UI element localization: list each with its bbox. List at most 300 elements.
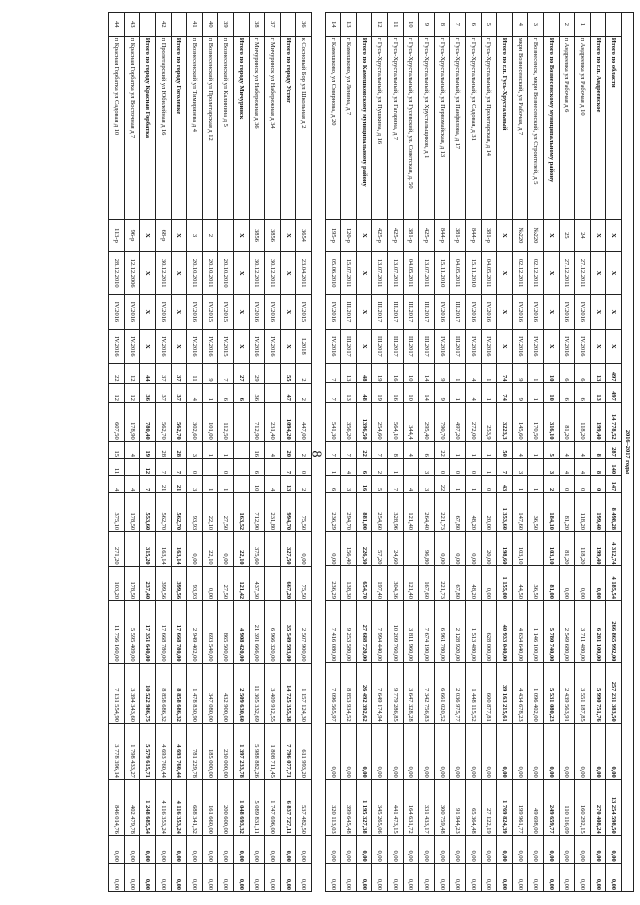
row-number: [171, 13, 187, 37]
table-cell: [234, 441, 250, 458]
table-cell: X: [280, 295, 296, 329]
table-cell: 28.12.2010: [109, 252, 125, 295]
row-address: п Пролетарский ул Юбилейная д 16: [156, 36, 172, 219]
table-cell: [265, 383, 281, 402]
table-cell: 0,00: [559, 566, 575, 600]
table-cell: 27.12.2011: [575, 252, 591, 295]
row-number: 43: [124, 13, 140, 37]
table-cell: 3: [341, 476, 357, 493]
table-cell: IV.2016: [109, 295, 125, 329]
table-cell: 4: [575, 458, 591, 475]
table-cell: IV.2016: [512, 329, 528, 363]
table-cell: 15.07.2011: [341, 252, 357, 295]
table-cell: 3856: [249, 219, 265, 251]
table-cell: 28: [156, 441, 172, 458]
table-cell: 198,60: [497, 532, 513, 566]
table-cell: 81,00: [544, 566, 560, 600]
table-row: [356, 13, 372, 892]
table-cell: X: [544, 329, 560, 363]
table-cell: 607,50: [109, 402, 125, 441]
table-cell: 0,00: [156, 835, 172, 863]
table-cell: 29: [249, 364, 265, 383]
table-cell: 628 000,00: [481, 600, 497, 662]
table-cell: 27 688 720,00: [356, 600, 372, 662]
table-cell: III.2017: [450, 329, 466, 363]
table-cell: 36: [140, 383, 156, 402]
table-cell: 30.12.2011: [265, 252, 281, 295]
table-cell: 345 265,06: [372, 779, 388, 835]
table-cell: 5 089 831,11: [249, 779, 265, 835]
table-cell: 2: [296, 364, 312, 383]
table-row: [124, 13, 140, 892]
table-cell: 844-р: [466, 219, 482, 251]
row-address: п Андреевка ул Рабочая д 6: [559, 36, 575, 219]
table-cell: 199,40: [590, 493, 606, 532]
table-cell: IV.2016: [481, 295, 497, 329]
table-cell: 0,00: [481, 835, 497, 863]
table-cell: 302,60: [187, 402, 203, 441]
table-row: [265, 13, 281, 892]
table-cell: 40 933 040,00: [497, 600, 513, 662]
table-cell: 447,00: [296, 402, 312, 441]
table-cell: 0: [466, 458, 482, 475]
table-cell: 8 498,28: [606, 493, 622, 532]
table-cell: 13.07.2011: [372, 252, 388, 295]
table-cell: 74: [497, 383, 513, 402]
table-cell: 327,50: [280, 532, 296, 566]
table-cell: 497: [606, 383, 622, 402]
table-cell: 844-р: [434, 219, 450, 251]
table-cell: 0,00: [466, 863, 482, 891]
table-cell: 67,80: [450, 493, 466, 532]
table-cell: [403, 458, 419, 475]
table-cell: 75,50: [296, 493, 312, 532]
row-number: 36: [296, 13, 312, 37]
table-cell: 27,50: [218, 493, 234, 532]
table-cell: 375,60: [249, 532, 265, 566]
row-address: г Гусь-Хрустальный, ул Панфилова, д 17: [450, 36, 466, 219]
table-cell: 2: [296, 476, 312, 493]
table-cell: 0,00: [171, 863, 187, 891]
table-cell: 0,00: [187, 863, 203, 891]
table-cell: 425-р: [419, 219, 435, 251]
table-cell: 2: [296, 441, 312, 458]
table-cell: 0,00: [434, 723, 450, 779]
table-cell: 1 808 711,45: [265, 723, 281, 779]
table-cell: 0,00: [249, 863, 265, 891]
table-cell: 846 014,76: [109, 779, 125, 835]
table-cell: 1 478 830,90: [187, 663, 203, 723]
table-cell: X: [140, 295, 156, 329]
table-cell: 0: [575, 476, 591, 493]
table-cell: 0: [590, 476, 606, 493]
table-cell: 0: [481, 476, 497, 493]
table-cell: 5: [372, 476, 388, 493]
row-number: [590, 13, 606, 37]
table-cell: 1: [388, 458, 404, 475]
table-cell: 7 416 080,00: [325, 600, 341, 662]
table-cell: 994,70: [280, 493, 296, 532]
table-cell: 221,73: [434, 566, 450, 600]
table-cell: 2 128 920,00: [450, 600, 466, 662]
table-cell: IV.2016: [187, 295, 203, 329]
table-cell: 0,00: [140, 863, 156, 891]
table-cell: 8 858 686,32: [171, 663, 187, 723]
table-cell: IV.2016: [575, 295, 591, 329]
table-cell: 15.11.2010: [434, 252, 450, 295]
table-cell: 441 473,15: [388, 779, 404, 835]
table-cell: 16: [388, 364, 404, 383]
table-cell: 0: [434, 458, 450, 475]
table-cell: 1: [512, 476, 528, 493]
table-cell: 5 531 080,23: [544, 663, 560, 723]
table-cell: X: [590, 329, 606, 363]
table-cell: 6: [575, 364, 591, 383]
table-cell: 0,00: [325, 863, 341, 891]
table-cell: 13: [590, 383, 606, 402]
table-cell: 167,60: [419, 566, 435, 600]
table-cell: 0,00: [575, 566, 591, 600]
table-cell: 21: [156, 476, 172, 493]
table-cell: 3654: [296, 219, 312, 251]
table-cell: 287: [606, 441, 622, 458]
table-cell: 0,00: [544, 835, 560, 863]
row-address: г Мичуринск ул Набережная д 36: [249, 36, 265, 219]
table-cell: 537 482,50: [296, 779, 312, 835]
table-cell: 81,20: [559, 402, 575, 441]
table-cell: 562,70: [171, 493, 187, 532]
table-cell: 3 811 960,00: [403, 600, 419, 662]
table-cell: 37: [156, 364, 172, 383]
table-cell: IV.2016: [528, 295, 544, 329]
table-cell: [234, 402, 250, 441]
table-cell: 541,30: [325, 402, 341, 441]
table-cell: 0: [187, 458, 203, 475]
table-cell: 9: [512, 383, 528, 402]
table-cell: 27,50: [218, 566, 234, 600]
table-cell: 55: [280, 364, 296, 383]
table-cell: 47: [280, 383, 296, 402]
table-row: [528, 13, 544, 892]
table-cell: 50: [497, 441, 513, 458]
table-cell: [124, 532, 140, 566]
table-cell: 39 163 215,61: [497, 663, 513, 723]
table-cell: [265, 566, 281, 600]
table-cell: 10: [249, 476, 265, 493]
table-cell: X: [171, 329, 187, 363]
table-cell: 199,40: [590, 402, 606, 441]
table-cell: 667,20: [280, 566, 296, 600]
table-cell: 4: [403, 476, 419, 493]
table-cell: 865 500,00: [218, 601, 234, 663]
table-row: [434, 13, 450, 892]
table-cell: III.2017: [403, 295, 419, 329]
table-cell: IV.2016: [434, 295, 450, 329]
table-cell: 164 631,72: [403, 779, 419, 835]
table-cell: 1: [528, 364, 544, 383]
table-cell: 5 990 751,76: [590, 663, 606, 723]
table-cell: 1: [466, 476, 482, 493]
table-cell: 1 195 327,38: [356, 779, 372, 835]
table-cell: X: [590, 252, 606, 295]
table-cell: I.2018: [296, 329, 312, 363]
table-cell: 35 549 593,00: [280, 601, 296, 663]
table-cell: 375,10: [109, 493, 125, 532]
table-cell: 200 600,00: [218, 779, 234, 835]
row-address: к Сосновый Бор ул Школьная д 2: [296, 36, 312, 219]
table-cell: 0,00: [234, 835, 250, 863]
table-cell: 11: [187, 364, 203, 383]
table-cell: III.2017: [419, 329, 435, 363]
table-cell: III.2017: [403, 329, 419, 363]
table-cell: 44,50: [512, 566, 528, 600]
table-cell: 7: [372, 441, 388, 458]
table-cell: 14 778,52: [606, 402, 622, 441]
table-cell: X: [234, 252, 250, 295]
table-cell: 356,20: [341, 402, 357, 441]
row-address: г Гусь-Хрустальный, ул Пушкина, д 16: [372, 36, 388, 219]
table-cell: 1: [481, 383, 497, 402]
table-cell: 118,20: [575, 532, 591, 566]
table-cell: 0,00: [187, 835, 203, 863]
table-cell: 14: [419, 383, 435, 402]
table-cell: 16: [388, 383, 404, 402]
table-cell: 0,00: [590, 835, 606, 863]
table-cell: 0,00: [512, 863, 528, 891]
table-row: [341, 13, 357, 892]
table-cell: X: [171, 252, 187, 295]
table-cell: 264,40: [419, 493, 435, 532]
upper-table-block: [72, 12, 312, 892]
table-cell: 0,00: [341, 863, 357, 891]
table-cell: 184,10: [544, 493, 560, 532]
table-cell: 178,90: [124, 402, 140, 441]
table-cell: 4 434 678,23: [512, 663, 528, 723]
table-cell: 0,00: [512, 835, 528, 863]
table-cell: 7: [497, 458, 513, 475]
row-address: п Красная Горбатка ул Восточная д 7: [124, 36, 140, 219]
table-cell: [234, 458, 250, 475]
table-cell: 4: [512, 441, 528, 458]
table-cell: 0,00: [450, 863, 466, 891]
table-cell: 21 391 666,00: [249, 601, 265, 663]
table-cell: 320 113,03: [325, 779, 341, 835]
table-cell: 7: [341, 441, 357, 458]
table-cell: IV.2015: [202, 295, 218, 329]
table-cell: 13: [341, 364, 357, 383]
table-cell: 4: [559, 441, 575, 458]
lower-table-block: [329, 12, 634, 892]
table-cell: 304,36: [388, 566, 404, 600]
table-cell: №220: [528, 219, 544, 251]
table-cell: 199,40: [590, 532, 606, 566]
table-cell: 266 865 992,00: [606, 600, 622, 662]
row-address: Итого по городу Устюг: [280, 36, 296, 219]
table-cell: 0,00: [388, 863, 404, 891]
row-address: п Андреевка ул Рабочая д 10: [575, 36, 591, 219]
table-cell: 44: [140, 364, 156, 383]
table-cell: 68-р: [156, 219, 172, 251]
table-cell: 30.12.2011: [156, 252, 172, 295]
table-cell: [528, 458, 544, 475]
row-number: 13: [341, 13, 357, 37]
table-row: [280, 13, 296, 892]
table-cell: 0,00: [156, 863, 172, 891]
table-cell: 9: [434, 383, 450, 402]
table-cell: 178,50: [124, 566, 140, 600]
table-cell: IV.2016: [481, 329, 497, 363]
table-cell: IV.2016: [202, 329, 218, 363]
table-cell: 1 747 696,00: [265, 779, 281, 835]
table-cell: 4: [109, 476, 125, 493]
table-cell: 8 853 934,52: [341, 663, 357, 723]
table-cell: 22,10: [202, 493, 218, 532]
table-cell: 347 080,00: [202, 663, 218, 723]
table-cell: 1: [528, 383, 544, 402]
table-cell: 4 185,54: [606, 566, 622, 600]
table-cell: 19: [140, 441, 156, 458]
table-row: [450, 13, 466, 892]
table-cell: 270 408,24: [590, 779, 606, 835]
table-cell: IV.2016: [124, 329, 140, 363]
table-cell: [218, 219, 234, 251]
table-cell: IV.2015: [218, 295, 234, 329]
table-cell: 10: [544, 364, 560, 383]
table-cell: 24: [575, 219, 591, 251]
table-cell: 0,00: [481, 723, 497, 779]
table-row: [249, 13, 265, 892]
table-row: [403, 13, 419, 892]
table-cell: 4: [124, 476, 140, 493]
table-cell: 48,20: [466, 566, 482, 600]
table-cell: 0,00: [419, 723, 435, 779]
table-cell: 562,70: [171, 402, 187, 441]
row-address: п Вознесенский ул Тимирязева д 4: [187, 36, 203, 219]
table-cell: X: [590, 219, 606, 251]
table-cell: 13.07.2011: [419, 252, 435, 295]
table-cell: 0,00: [280, 863, 296, 891]
table-cell: X: [606, 219, 622, 251]
table-cell: X: [356, 295, 372, 329]
table-cell: 2: [202, 219, 218, 251]
table-cell: 4: [559, 458, 575, 475]
table-cell: 121,40: [403, 566, 419, 600]
table-cell: 7: [325, 441, 341, 458]
table-cell: 120-р: [341, 219, 357, 251]
table-cell: 178,50: [124, 493, 140, 532]
table-cell: [124, 458, 140, 475]
row-number: 9: [419, 13, 435, 37]
table-cell: 0,00: [528, 835, 544, 863]
row-number: 7: [450, 13, 466, 37]
table-cell: IV.2016: [434, 329, 450, 363]
table-cell: 0,00: [124, 835, 140, 863]
table-cell: 0,00: [124, 863, 140, 891]
table-cell: 0,00: [388, 835, 404, 863]
table-cell: 5 988 882,26: [249, 723, 265, 779]
table-cell: 0,00: [419, 835, 435, 863]
table-cell: 3223,3: [497, 402, 513, 441]
table-cell: 81,20: [559, 532, 575, 566]
table-cell: 6: [234, 383, 250, 402]
table-cell: IV.2016: [249, 295, 265, 329]
row-address: г Камешково, ул Ленина, д 7: [341, 36, 357, 219]
table-cell: 24,60: [388, 532, 404, 566]
table-cell: [265, 532, 281, 566]
table-row: [156, 13, 172, 892]
table-row: [466, 13, 482, 892]
table-cell: 13.07.2011: [388, 252, 404, 295]
upper-table-body: [109, 13, 312, 892]
row-number: [234, 13, 250, 37]
table-cell: 564,10: [388, 402, 404, 441]
table-cell: 254,60: [372, 402, 388, 441]
table-cell: 36,50: [528, 566, 544, 600]
table-cell: 22: [356, 441, 372, 458]
table-cell: 0,00: [590, 566, 606, 600]
table-cell: 1: [202, 476, 218, 493]
table-cell: 0,00: [512, 723, 528, 779]
table-cell: 147,60: [512, 493, 528, 532]
table-cell: 0,00: [109, 863, 125, 891]
table-cell: [265, 364, 281, 383]
table-cell: 65 364,48: [466, 779, 482, 835]
table-cell: 19: [372, 383, 388, 402]
row-address: Итого по Вознесенскому муниципальному району: [544, 36, 560, 219]
row-address: Итого по Камешковскому муниципальному району: [356, 36, 372, 219]
table-cell: 0,00: [171, 835, 187, 863]
table-row: [559, 13, 575, 892]
table-row: [388, 13, 404, 892]
table-cell: 13: [341, 383, 357, 402]
table-row: [372, 13, 388, 892]
table-cell: 0,00: [218, 835, 234, 863]
table-cell: IV.2016: [249, 329, 265, 363]
row-address: г Вознесенск, мкрн Вознесенский, ул Строителей, д 5: [528, 36, 544, 219]
table-cell: 712,90: [249, 402, 265, 441]
table-row: [218, 13, 234, 892]
table-cell: 163,14: [156, 532, 172, 566]
table-cell: X: [356, 219, 372, 251]
table-cell: 8 858 686,32: [156, 663, 172, 723]
table-cell: 0,00: [466, 835, 482, 863]
table-cell: 0,00: [372, 863, 388, 891]
table-cell: 02.12.2011: [512, 252, 528, 295]
table-cell: 11 756 160,00: [109, 601, 125, 663]
table-row: [202, 13, 218, 892]
table-cell: 7 649 174,94: [372, 663, 388, 723]
table-cell: 1 155,00: [497, 566, 513, 600]
table-cell: 1: [528, 441, 544, 458]
table-cell: 9 779 286,85: [388, 663, 404, 723]
table-cell: 0,00: [466, 723, 482, 779]
table-cell: 0,00: [403, 863, 419, 891]
table-cell: [202, 458, 218, 475]
table-cell: 6 966 320,00: [265, 601, 281, 663]
table-cell: 7 096 565,97: [325, 663, 341, 723]
table-cell: 1: [450, 364, 466, 383]
table-cell: X: [544, 295, 560, 329]
table-cell: 0,00: [497, 723, 513, 779]
table-cell: X: [171, 219, 187, 251]
table-cell: 331 433,17: [419, 779, 435, 835]
table-cell: 121,42: [234, 566, 250, 600]
table-cell: 3: [419, 476, 435, 493]
row-address: п Вознесенский ул Калинина д 5: [218, 36, 234, 219]
table-row: [296, 13, 312, 892]
table-row: [497, 13, 513, 892]
table-cell: X: [234, 329, 250, 363]
